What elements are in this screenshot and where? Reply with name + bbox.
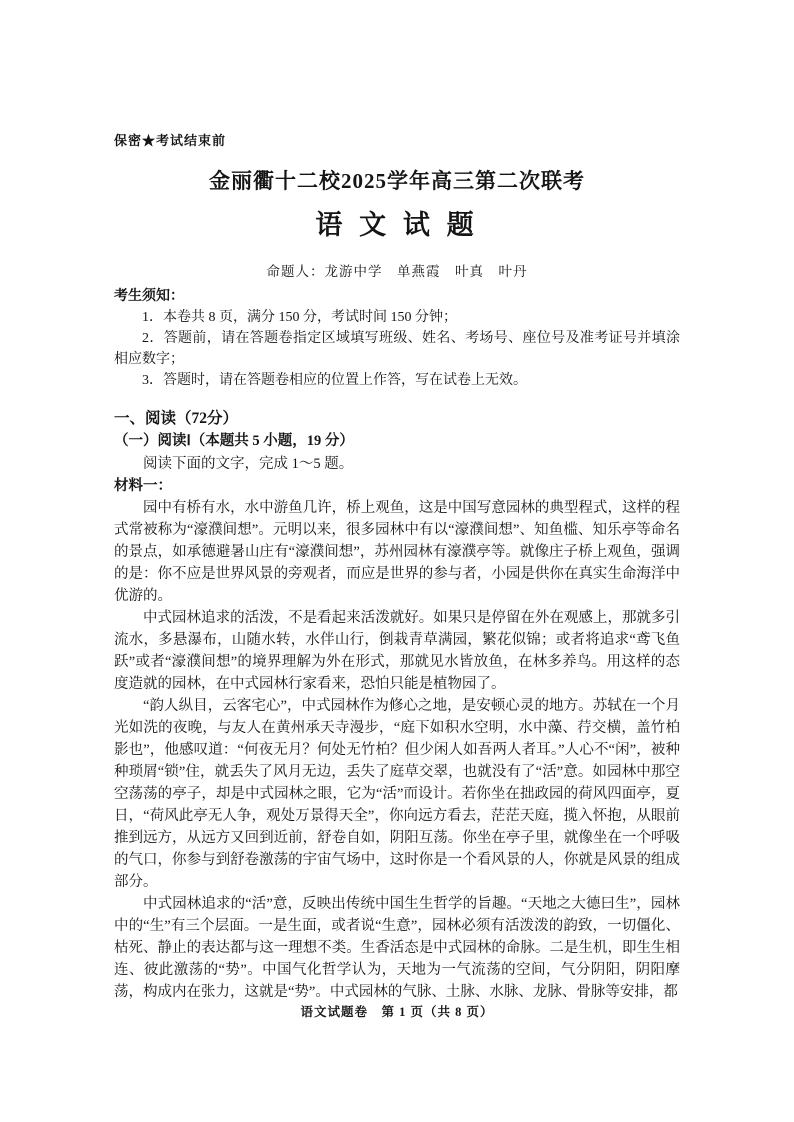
material-paragraph-1: 园中有桥有水，水中游鱼几许，桥上观鱼，这是中国写意园林的典型程式，这样的程式常被称为“濠濮间想”。元明以来，很多园林中有以“濠濮间想”、知鱼槛、知乐亭等命名的景点，如承德避暑山庄有“濠濮间想”，苏州园林有濠濮亭等。就像庄子桥上观鱼，强调的是：你不应是世界风景的旁观者，而应是世界的参与者，小园是供你在真实生命海洋中优游的。 (114, 500, 680, 604)
candidate-notice-item-1: 1．本卷共 8 页，满分 150 分，考试时间 150 分钟； (142, 310, 457, 325)
material-paragraph-3: “韵人纵目，云客宅心”，中式园林作为修心之地，是安顿心灵的地方。苏轼在一个月光如洗的夜晚，与友人在黄州承天寺漫步，“庭下如积水空明，水中藻、荇交横，盖竹柏影也”，他感叹道：“何夜无月？何处无竹柏？但少闲人如吾两人者耳。”人心不“闲”，被种种琐屑“锁”住，就丢失了风月无边，丢失了庭草交翠，也就没有了“活”意。如园林中那空空荡荡的亭子，却是中式园林之眼，它为“活”而设计。若你坐在拙政园的荷风四面亭，夏日，“荷风此亭无人争，观处万景得天全”，你向远方看去，茫茫天庭，揽入怀抱，从眼前推到远方，从远方又回到近前，舒卷自如，阴阳互荡。你坐在亭子里，就像坐在一个呼吸的气口，你参与到舒卷激荡的宇宙气场中，这时你是一个看风景的人，你就是风景的组成部分。 (114, 698, 680, 890)
material-one-label: 材料一： (114, 478, 172, 494)
material-paragraph-2: 中式园林追求的活泼，不是看起来活泼就好。如果只是停留在外在观感上，那就多引流水，多悬瀑布，山随水转，水伴山行，倒栽青草满园，繁花似锦；或者将追求“鸢飞鱼跃”或者“濠濮间想”的境界理解为外在形式，那就见水皆放鱼，在林多养鸟。用这样的态度造就的园林，在中式园林行家看来，恐怕只能是植物园了。 (114, 610, 680, 692)
reading-instruction: 阅读下面的文字，完成 1～5 题。 (143, 456, 354, 472)
material-paragraph-4: 中式园林追求的“活”意，反映出传统中国生生哲学的旨趣。“天地之大德曰生”，园林中的“生”有三个层面。一是生面，或者说“生意”，园林必须有活泼泼的韵致，一切僵化、枯死、静止的表达都与这一理想不类。生香活态是中式园林的命脉。二是生机，即生生相连、彼此激荡的“势”。中国气化哲学认为，天地为一气流荡的空间，气分阴阳，阴阳摩荡，构成内在张力，这就是“势”。中式园林的气脉、土脉、水脉、龙脉、骨脉等安排，都 (114, 896, 680, 1000)
candidate-notice-item-2: 2．答题前，请在答题卷指定区域填写班级、姓名、考场号、座位号及准考证号并填涂相应数字； (114, 331, 680, 367)
subject-title: 语 文 试 题 (315, 210, 479, 240)
page-content (114, 130, 680, 1003)
section-heading-reading: 一、阅读（72分） (114, 410, 239, 427)
security-notice: 保密★考试结束前 (114, 133, 227, 148)
candidate-notice-item-3: 3．答题时，请在答题卷相应的位置上作答，写在试卷上无效。 (142, 373, 527, 388)
candidate-notice-title: 考生须知： (114, 289, 184, 304)
proposers-line: 命题人：龙游中学 单燕霞 叶真 叶丹 (266, 264, 528, 279)
page-footer: 语文试题卷 第 1 页（共 8 页） (300, 1005, 494, 1019)
subsection-heading-reading-1: （一）阅读Ⅰ（本题共 5 小题，19 分） (114, 433, 354, 449)
exam-title: 金丽衢十二校2025学年高三第二次联考 (209, 169, 585, 193)
